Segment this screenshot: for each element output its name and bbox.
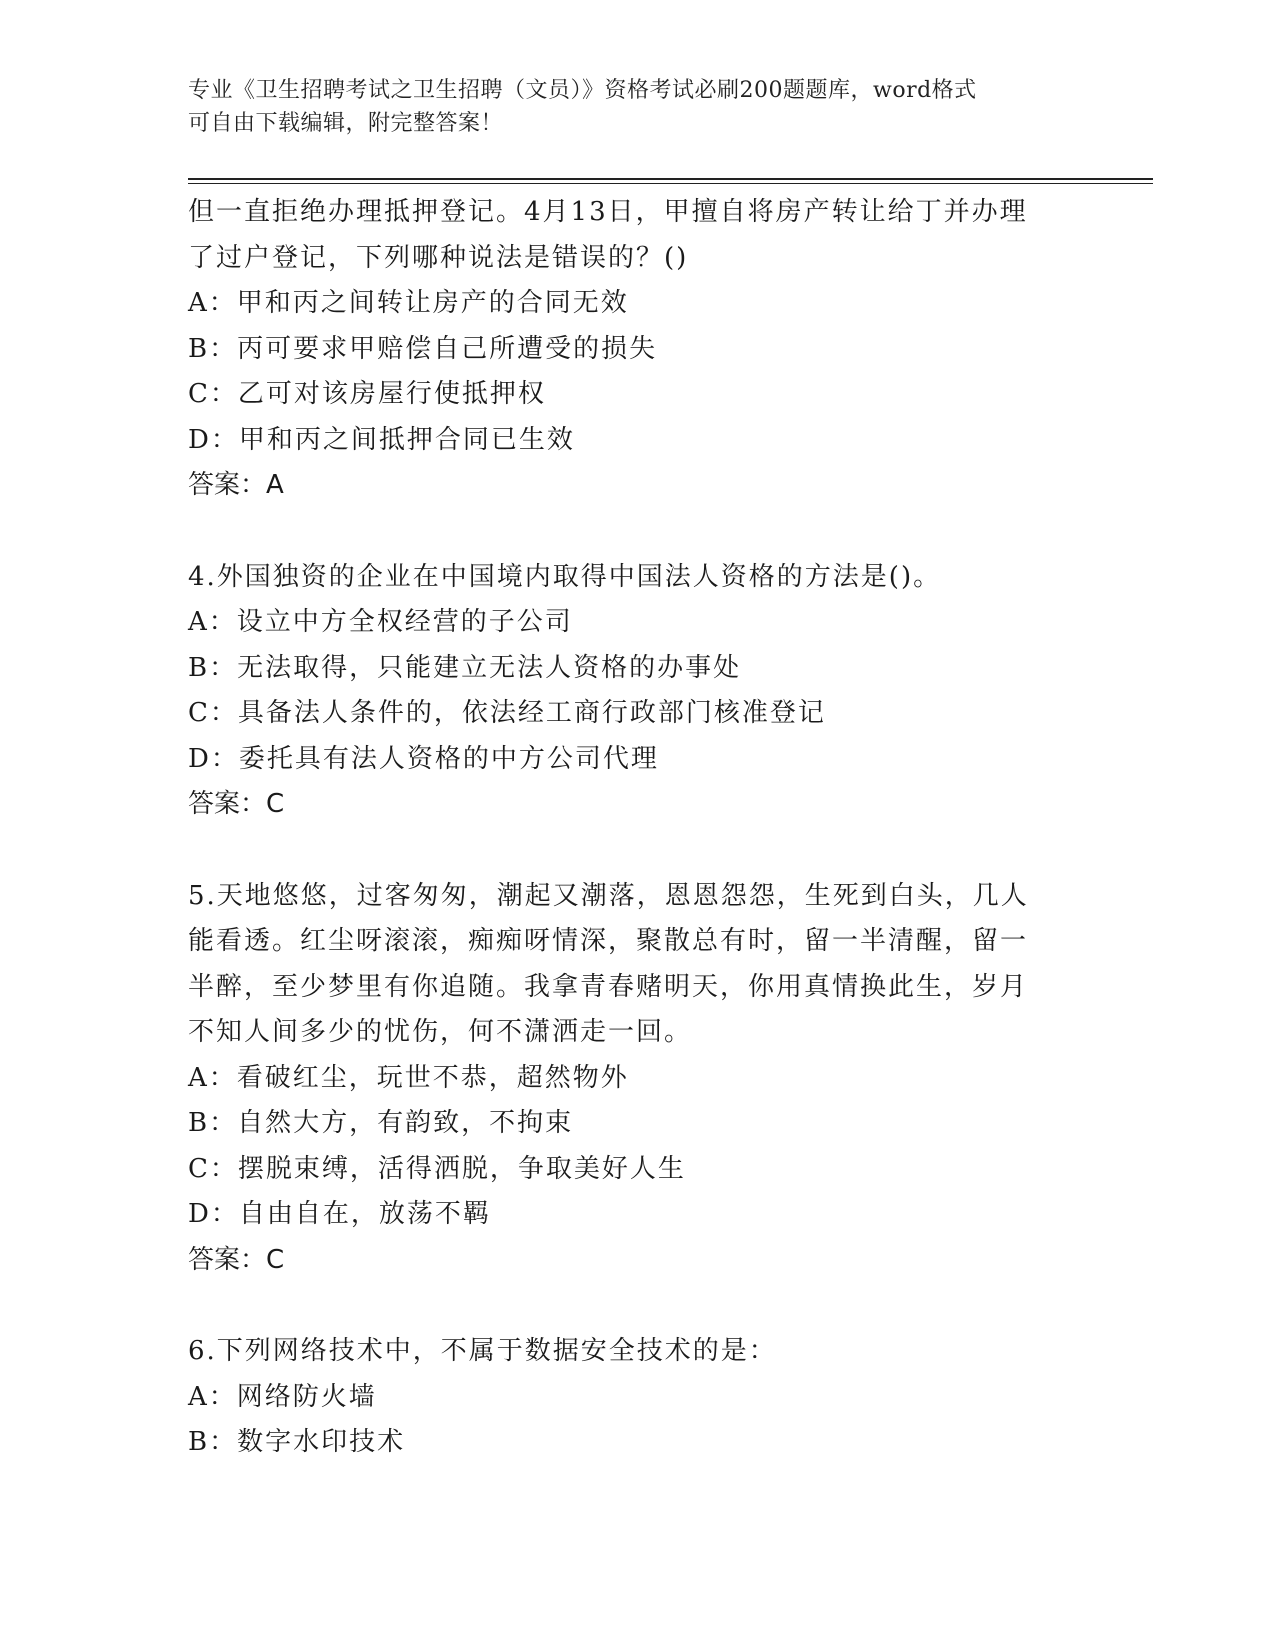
option-a: A：网络防火墙 xyxy=(188,1381,377,1412)
header-line-1: 专业《卫生招聘考试之卫生招聘（文员）》资格考试必刷200题题库，word格式 xyxy=(188,78,977,103)
question-stem: 但一直拒绝办理抵押登记。4月13日，甲擅自将房产转让给丁并办理 xyxy=(188,197,1028,227)
option-d: D：自由自在，放荡不羁 xyxy=(188,1199,491,1229)
question-4 xyxy=(188,555,1088,828)
header-line-2: 可自由下载编辑，附完整答案！ xyxy=(188,111,504,136)
option-d: D：甲和丙之间抵押合同已生效 xyxy=(188,424,575,455)
option-a: A：看破红尘，玩世不恭，超然物外 xyxy=(188,1062,629,1093)
option-b: B：自然大方，有韵致，不拘束 xyxy=(188,1108,574,1138)
question-stem: 6.下列网络技术中，不属于数据安全技术的是： xyxy=(188,1336,777,1366)
option-b: B：无法取得，只能建立无法人资格的办事处 xyxy=(188,652,742,683)
question-stem: 半醉，至少梦里有你追随。我拿青春赌明天，你用真情换此生，岁月 xyxy=(188,971,1029,1002)
answer-line: 答案：C xyxy=(188,789,285,819)
question-stem: 4.外国独资的企业在中国境内取得中国法人资格的方法是()。 xyxy=(188,561,942,592)
spacer xyxy=(188,1283,1088,1329)
question-list xyxy=(188,190,1088,1466)
option-c: C：具备法人条件的，依法经工商行政部门核准登记 xyxy=(188,698,826,728)
question-5 xyxy=(188,874,1088,1284)
option-c: C：摆脱束缚，活得洒脱，争取美好人生 xyxy=(188,1153,686,1184)
question-3 xyxy=(188,190,1088,509)
question-stem: 不知人间多少的忧伤，何不潇洒走一回。 xyxy=(188,1017,693,1047)
spacer xyxy=(188,509,1088,555)
question-6 xyxy=(188,1329,1088,1466)
option-d: D：委托具有法人资格的中方公司代理 xyxy=(188,743,659,774)
question-stem: 了过户登记，下列哪种说法是错误的？() xyxy=(188,242,689,273)
answer-line: 答案：A xyxy=(188,470,284,500)
question-stem: 能看透。红尘呀滚滚，痴痴呀情深，聚散总有时，留一半清醒，留一 xyxy=(188,926,1029,956)
header-rule-thick xyxy=(188,178,1153,180)
answer-line: 答案：C xyxy=(188,1244,285,1275)
question-stem: 5.天地悠悠，过客匆匆，潮起又潮落，恩恩怨怨，生死到白头，几人 xyxy=(188,880,1029,911)
spacer xyxy=(188,828,1088,874)
header-rule-thin xyxy=(188,183,1153,184)
option-b: B：数字水印技术 xyxy=(188,1427,406,1457)
document-header xyxy=(188,74,1068,140)
option-b: B：丙可要求甲赔偿自己所遭受的损失 xyxy=(188,333,658,364)
option-c: C：乙可对该房屋行使抵押权 xyxy=(188,379,546,409)
option-a: A：设立中方全权经营的子公司 xyxy=(188,607,573,637)
option-a: A：甲和丙之间转让房产的合同无效 xyxy=(188,288,629,318)
